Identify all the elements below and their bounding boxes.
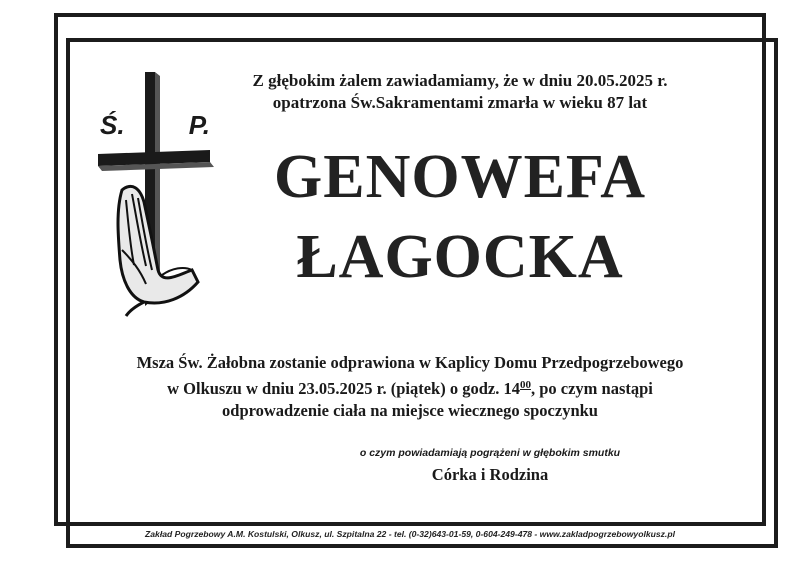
mourners-notice: o czym powiadamiają pogrążeni w głębokim smutku — [359, 447, 621, 459]
cross-icon — [92, 70, 222, 320]
intro-line-2: opatrzona Św.Sakramentami zmarła w wieku 87 lat — [272, 93, 648, 112]
mass-line-3: odprowadzenie ciała na miejsce wiecznego spoczynku — [222, 401, 598, 420]
initials-sp — [100, 110, 210, 141]
funeral-home-footer: Zakład Pogrzebowy A.M. Kostulski, Olkusz, ul. Szpitalna 22 - tel. (0-32)643-01-59, 0-604-249-478 - www.zakladpogrzebowyolkusz.pl — [145, 529, 675, 539]
initial-s: Ś. — [100, 110, 125, 140]
deceased-last-name: ŁAGOCKA — [296, 223, 624, 291]
deceased-first-name: GENOWEFA — [274, 143, 646, 211]
mass-announcement — [80, 352, 740, 422]
announcement-intro — [200, 70, 720, 114]
mass-time-minutes: 00 — [519, 379, 531, 391]
initial-p: P. — [188, 110, 210, 140]
mass-line-2-end: , po czym nastąpi — [530, 379, 653, 398]
mass-line-1: Msza Św. Żałobna zostanie odprawiona w Kaplicy Domu Przedpogrzebowego — [136, 353, 684, 372]
mass-line-2 — [80, 374, 740, 400]
family-signature: Córka i Rodzina — [431, 465, 549, 484]
intro-line-1: Z głębokim żalem zawiadamiamy, że w dniu 20.05.2025 r. — [252, 71, 668, 90]
mass-line-2-start: w Olkuszu w dniu 23.05.2025 r. (piątek) o godz. 14 — [167, 379, 520, 398]
